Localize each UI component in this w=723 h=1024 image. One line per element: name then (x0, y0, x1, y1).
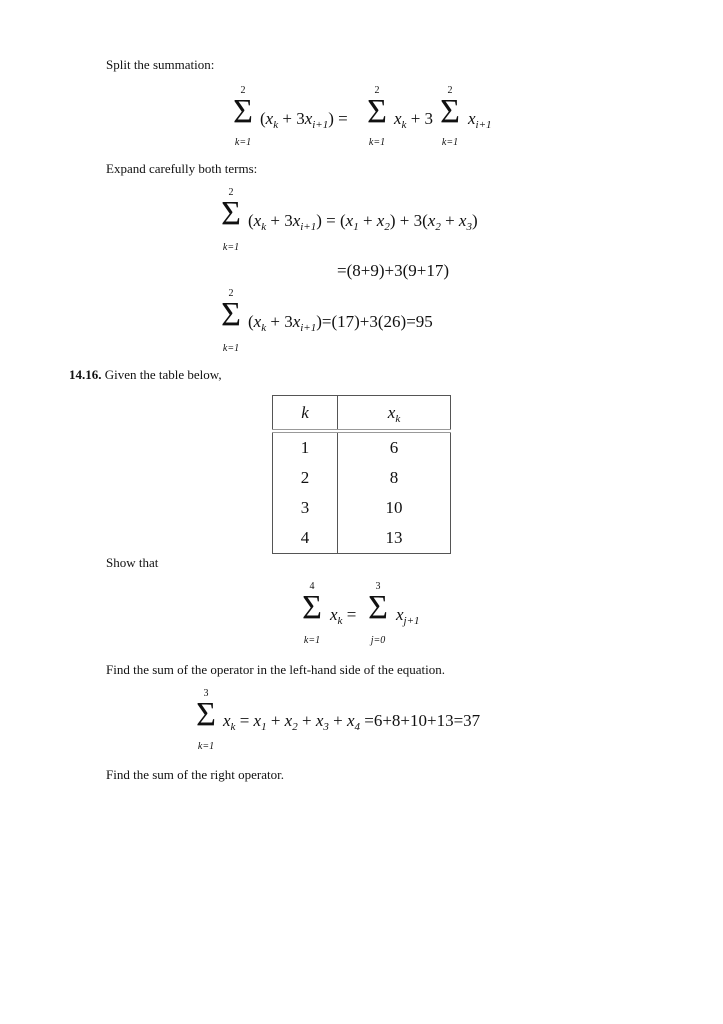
equation-expand-line2: =(8+9)+3(9+17) (337, 261, 449, 280)
summation-symbol: 2 Σ k=1 (440, 85, 460, 148)
paragraph-split: Split the summation: (106, 57, 215, 72)
table-header-xk: $x_k$ (337, 396, 450, 432)
equation-split-lhs: $(x_k + 3x_{i+1})$ = (260, 109, 348, 131)
table-cell: 1 (300, 438, 310, 457)
table-row (273, 463, 451, 493)
equation-identity-rhs: $x_{j+1}$ (396, 605, 420, 627)
paragraph-right-sum: Find the sum of the right operator. (106, 767, 285, 782)
table-header-row (273, 396, 451, 432)
summation-symbol: 2 Σ k=1 (221, 288, 241, 354)
summation-symbol: 2 Σ k=1 (221, 187, 241, 253)
table-cell: 10 (337, 493, 450, 523)
table-cell: 6 (337, 431, 450, 463)
summation-symbol: 2 Σ k=1 (367, 85, 387, 148)
summation-symbol: 3 Σ k=1 (196, 688, 216, 752)
summation-symbol: 4 Σ k=1 (302, 581, 322, 646)
problem-number: 14.16. (69, 367, 102, 382)
table-cell: 13 (337, 523, 450, 554)
table-cell: 3 (300, 498, 310, 517)
equation-identity-lhs: $x_k$ = (330, 605, 357, 627)
table-cell: 2 (300, 468, 310, 487)
table-row (273, 431, 451, 463)
summation-symbol: 2 Σ k=1 (233, 85, 253, 148)
table-row (273, 493, 451, 523)
table-row (273, 523, 451, 554)
table-header-k: k (273, 396, 338, 432)
equation-expand-line1: $(x_k + 3x_{i+1}) = (x_1 + x_2) + 3(x_2 + x_3)$ (248, 211, 478, 233)
summation-symbol: 3 Σ j=0 (368, 581, 388, 646)
equation-result-line: $(x_k + 3x_{i+1})=(17)+3(26)=95$ (248, 312, 433, 334)
equation-split-rhs: $x_{i+1}$ (468, 109, 492, 131)
equation-left-sum-line: $x_k = x_1 + x_2 + x_3 + x_4 =6+8+10+13=37$ (223, 711, 481, 733)
problem-heading (69, 367, 222, 383)
paragraph-expand: Expand carefully both terms: (106, 161, 258, 176)
equation-split-mid: $x_k + 3$ (394, 109, 434, 131)
table-cell: 4 (300, 528, 310, 547)
paragraph-left-sum: Find the sum of the operator in the left-hand side of the equation. (106, 662, 445, 677)
table-cell: 8 (337, 463, 450, 493)
problem-text: Given the table below, (101, 367, 222, 382)
data-table (272, 395, 451, 554)
paragraph-show-that: Show that (106, 555, 159, 570)
